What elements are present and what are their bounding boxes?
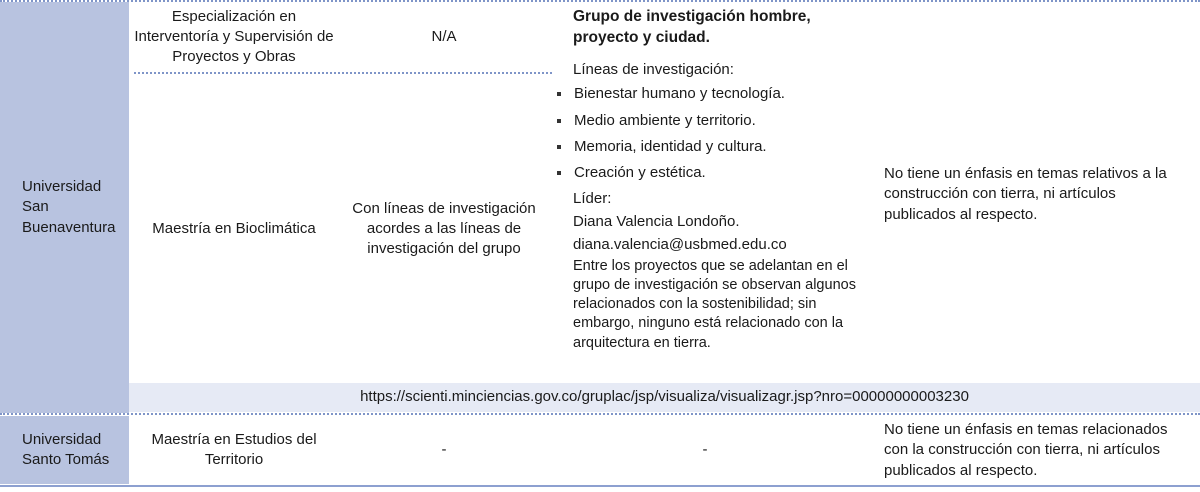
emphasis-cell-ust <box>884 420 1189 481</box>
university-name: Universidad Santo Tomás <box>22 430 110 468</box>
emphasis-text: No tiene un énfasis en temas relativos a la construcción con tierra, ni artículos publicados al respecto. <box>884 165 1167 223</box>
emphasis-cell-usb <box>884 164 1169 225</box>
lines-cell-2 <box>340 76 548 382</box>
leader-label: Líder: <box>573 190 612 208</box>
lines-value: N/A <box>431 27 457 45</box>
list-item: Medio ambiente y territorio. <box>555 111 865 131</box>
leader-email: diana.valencia@usbmed.edu.co <box>573 235 787 253</box>
program-name: Especialización en Interventoría y Supervisión de Proyectos y Obras <box>134 7 334 66</box>
leader-name: Diana Valencia Londoño. <box>573 212 740 230</box>
research-lines-list <box>555 84 865 183</box>
lines-value: - <box>441 440 447 458</box>
university-divider <box>0 413 1200 415</box>
university-cell-ust <box>0 416 129 484</box>
list-item: Memoria, identidad y cultura. <box>555 137 865 157</box>
group-cell-ust <box>560 416 850 484</box>
university-name: Universidad San Buenaventura <box>22 178 116 236</box>
program-name: Maestría en Bioclimática <box>152 219 316 237</box>
top-border <box>0 0 1200 2</box>
projects-note: Entre los proyectos que se adelantan en el grupo de investigación se observan algunos relacionados con la sostenibilidad; sin embargo, ninguno está relacionado con la arquitectura en tierra. <box>573 258 856 351</box>
lines-cell-ust <box>342 416 546 484</box>
program-cell-ust <box>134 416 334 484</box>
group-details <box>555 60 865 353</box>
program-cell-2 <box>134 76 334 382</box>
list-item: Bienestar humano y tecnología. <box>555 84 865 104</box>
program-name: Maestría en Estudios del Territorio <box>151 430 317 468</box>
lines-value: Con líneas de investigación acordes a las líneas de investigación del grupo <box>352 199 536 258</box>
group-title: Grupo de investigación hombre, proyecto y ciudad. <box>573 8 811 46</box>
group-value: - <box>702 440 708 458</box>
group-link[interactable]: https://scienti.minciencias.gov.co/gruplac/jsp/visualiza/visualizagr.jsp?nro=00000000003230 <box>360 388 969 406</box>
link-row <box>129 383 1200 412</box>
row-divider <box>134 72 552 74</box>
lines-label: Líneas de investigación: <box>573 61 734 78</box>
emphasis-text: No tiene un énfasis en temas relacionados con la construcción con tierra, ni artículos publicados al respecto. <box>884 421 1168 479</box>
bottom-border <box>0 485 1200 487</box>
list-item: Creación y estética. <box>555 163 865 183</box>
lines-cell-1 <box>342 4 546 70</box>
program-cell-1 <box>134 4 334 70</box>
university-cell-usb <box>0 2 129 413</box>
